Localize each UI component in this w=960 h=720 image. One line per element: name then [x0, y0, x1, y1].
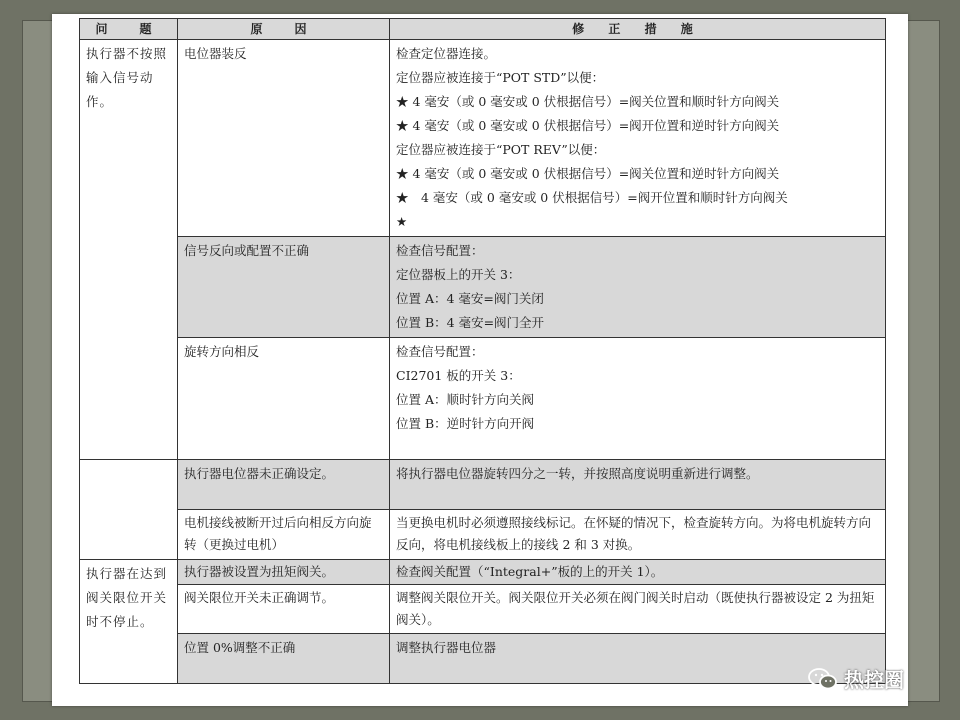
- issue-cell-1: 执行器不按照 输入信号动 作。: [80, 40, 178, 460]
- table-row: [80, 585, 886, 634]
- table-row: [80, 634, 886, 684]
- table-row: [80, 560, 886, 585]
- fix-cell: 检查阀关配置（“Integral+”板的上的开关 1）。: [390, 560, 886, 585]
- fix-cell: 将执行器电位器旋转四分之一转，并按照高度说明重新进行调整。: [390, 460, 886, 510]
- header-row: [80, 19, 886, 40]
- header-fix: 修 正 措 施: [390, 19, 886, 40]
- cause-cell: 阀关限位开关未正确调节。: [178, 585, 390, 634]
- cause-cell: 电位器装反: [178, 40, 390, 237]
- fix-cell: 当更换电机时必须遵照接线标记。在怀疑的情况下，检查旋转方向。为将电机旋转方向反向，将电机接线板上的接线 2 和 3 对换。: [390, 510, 886, 560]
- fix-cell: 检查定位器连接。 定位器应被连接于“POT STD”以便： ★ 4 毫安（或 0 毫安或 0 伏根据信号）=阀关位置和顺时针方向阀关 ★ 4 毫安（或 0 毫安或 0 伏根据信号）=阀开位置和逆时针方向阀关 定位器应被连接于“POT REV”以便： ★ 4 毫安（或 0 毫安或 0 伏根据信号）=阀关位置和逆时针方向阀关 ★ 4 毫安（或 0 毫安或 0 伏根据信号）=阀开位置和顺时针方向阀关 ★: [390, 40, 886, 237]
- cause-cell: 执行器电位器未正确设定。: [178, 460, 390, 510]
- fix-cell: 调整执行器电位器: [390, 634, 886, 684]
- issue-cell-2: [80, 460, 178, 560]
- fix-cell: 检查信号配置： 定位器板上的开关 3： 位置 A：4 毫安=阀门关闭 位置 B：4 毫安=阀门全开: [390, 237, 886, 338]
- header-issue: 问 题: [80, 19, 178, 40]
- watermark: [808, 664, 904, 693]
- table-row: [80, 460, 886, 510]
- table-row: [80, 237, 886, 338]
- slide-page: [52, 14, 908, 706]
- troubleshooting-table: [79, 18, 886, 684]
- wechat-icon: [808, 667, 838, 691]
- issue-cell-3: 执行器在达到 阀关限位开关 时不停止。: [80, 560, 178, 684]
- cause-cell: 旋转方向相反: [178, 338, 390, 460]
- watermark-text: 热控圈: [844, 668, 904, 692]
- cause-cell: 信号反向或配置不正确: [178, 237, 390, 338]
- fix-cell: 调整阀关限位开关。阀关限位开关必须在阀门阀关时启动（既使执行器被设定 2 为扭矩阀关）。: [390, 585, 886, 634]
- cause-cell: 电机接线被断开过后向相反方向旋转（更换过电机）: [178, 510, 390, 560]
- fix-cell: 检查信号配置： CI2701 板的开关 3： 位置 A：顺时针方向关阀 位置 B：逆时针方向开阀: [390, 338, 886, 460]
- table-row: [80, 40, 886, 237]
- cause-cell: 执行器被设置为扭矩阀关。: [178, 560, 390, 585]
- table-row: [80, 338, 886, 460]
- table-row: [80, 510, 886, 560]
- cause-cell: 位置 0%调整不正确: [178, 634, 390, 684]
- header-cause: 原 因: [178, 19, 390, 40]
